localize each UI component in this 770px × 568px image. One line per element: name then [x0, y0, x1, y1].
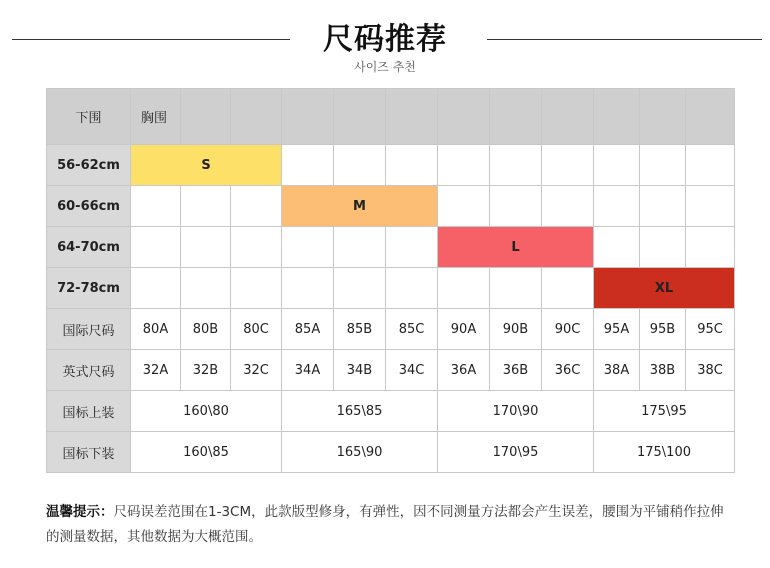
uk-size-cell: 34B [334, 350, 386, 391]
intl-size-cell: 90A [438, 309, 490, 350]
header-cell [640, 89, 686, 145]
size-s-cell: S [131, 145, 282, 186]
header-cell [386, 89, 438, 145]
empty-cell [686, 227, 735, 268]
uk-size-row [47, 350, 735, 391]
national-bottom-cell: 170\95 [438, 432, 594, 473]
empty-cell [131, 268, 181, 309]
empty-cell [282, 268, 334, 309]
empty-cell [640, 227, 686, 268]
header-cell [181, 89, 231, 145]
intl-size-cell: 85A [282, 309, 334, 350]
national-bottom-cell: 160\85 [131, 432, 282, 473]
empty-cell [334, 227, 386, 268]
uk-size-cell: 32A [131, 350, 181, 391]
empty-cell [594, 227, 640, 268]
empty-cell [334, 145, 386, 186]
empty-cell [640, 145, 686, 186]
empty-cell [231, 268, 282, 309]
empty-cell [386, 145, 438, 186]
empty-cell [181, 186, 231, 227]
size-row-m [47, 186, 735, 227]
empty-cell [438, 268, 490, 309]
intl-size-cell: 90B [490, 309, 542, 350]
empty-cell [686, 186, 735, 227]
intl-size-cell: 85B [334, 309, 386, 350]
empty-cell [131, 186, 181, 227]
uk-size-cell: 36C [542, 350, 594, 391]
national-top-cell: 170\90 [438, 391, 594, 432]
uk-size-cell: 32C [231, 350, 282, 391]
size-l-cell: L [438, 227, 594, 268]
header-cell [542, 89, 594, 145]
empty-cell [181, 227, 231, 268]
intl-size-cell: 85C [386, 309, 438, 350]
notice-text: 尺码误差范围在1-3CM，此款版型修身，有弹性，因不同测量方法都会产生误差，腰围为平铺稍作拉伸的测量数据，其他数据为大概范围。 [46, 504, 724, 545]
empty-cell [282, 227, 334, 268]
row-label: 英式尺码 [47, 350, 131, 391]
row-label: 60-66cm [47, 186, 131, 227]
size-xl-cell: XL [594, 268, 735, 309]
empty-cell [542, 186, 594, 227]
empty-cell [542, 268, 594, 309]
uk-size-cell: 38B [640, 350, 686, 391]
empty-cell [542, 145, 594, 186]
header-cell [438, 89, 490, 145]
empty-cell [594, 186, 640, 227]
uk-size-cell: 34C [386, 350, 438, 391]
page-subtitle: 사이즈 추천 [354, 60, 416, 74]
page-title: 尺码推荐 [323, 22, 447, 57]
size-chart-table [46, 88, 735, 473]
empty-cell [640, 186, 686, 227]
row-label: 64-70cm [47, 227, 131, 268]
header-row [47, 89, 735, 145]
uk-size-cell: 38A [594, 350, 640, 391]
row-label: 72-78cm [47, 268, 131, 309]
empty-cell [282, 145, 334, 186]
size-row-xl [47, 268, 735, 309]
size-m-cell: M [282, 186, 438, 227]
header-cell [334, 89, 386, 145]
row-label: 国标下装 [47, 432, 131, 473]
empty-cell [231, 186, 282, 227]
uk-size-cell: 38C [686, 350, 735, 391]
national-top-cell: 160\80 [131, 391, 282, 432]
intl-size-cell: 80A [131, 309, 181, 350]
size-row-s [47, 145, 735, 186]
empty-cell [231, 227, 282, 268]
empty-cell [438, 145, 490, 186]
uk-size-cell: 36B [490, 350, 542, 391]
intl-size-cell: 80B [181, 309, 231, 350]
uk-size-cell: 32B [181, 350, 231, 391]
notice-title: 温馨提示： [46, 504, 114, 520]
intl-size-cell: 80C [231, 309, 282, 350]
national-top-cell: 175\95 [594, 391, 735, 432]
empty-cell [438, 186, 490, 227]
header-cell [594, 89, 640, 145]
row-label: 国际尺码 [47, 309, 131, 350]
empty-cell [686, 145, 735, 186]
header-cell [490, 89, 542, 145]
empty-cell [386, 268, 438, 309]
national-bottom-row [47, 432, 735, 473]
intl-size-row [47, 309, 735, 350]
intl-size-cell: 95C [686, 309, 735, 350]
row-label: 56-62cm [47, 145, 131, 186]
header-cell [282, 89, 334, 145]
empty-cell [181, 268, 231, 309]
notice-paragraph [46, 500, 736, 550]
national-bottom-cell: 175\100 [594, 432, 735, 473]
row-label: 国标上装 [47, 391, 131, 432]
underbust-header: 下围 [47, 89, 131, 145]
intl-size-cell: 90C [542, 309, 594, 350]
empty-cell [594, 145, 640, 186]
empty-cell [131, 227, 181, 268]
empty-cell [490, 268, 542, 309]
national-bottom-cell: 165\90 [282, 432, 438, 473]
national-top-row [47, 391, 735, 432]
national-top-cell: 165\85 [282, 391, 438, 432]
intl-size-cell: 95B [640, 309, 686, 350]
empty-cell [490, 186, 542, 227]
empty-cell [334, 268, 386, 309]
uk-size-cell: 34A [282, 350, 334, 391]
uk-size-cell: 36A [438, 350, 490, 391]
empty-cell [386, 227, 438, 268]
size-row-l [47, 227, 735, 268]
header-cell [231, 89, 282, 145]
empty-cell [490, 145, 542, 186]
bust-header: 胸围 [131, 89, 181, 145]
header-cell [686, 89, 735, 145]
intl-size-cell: 95A [594, 309, 640, 350]
